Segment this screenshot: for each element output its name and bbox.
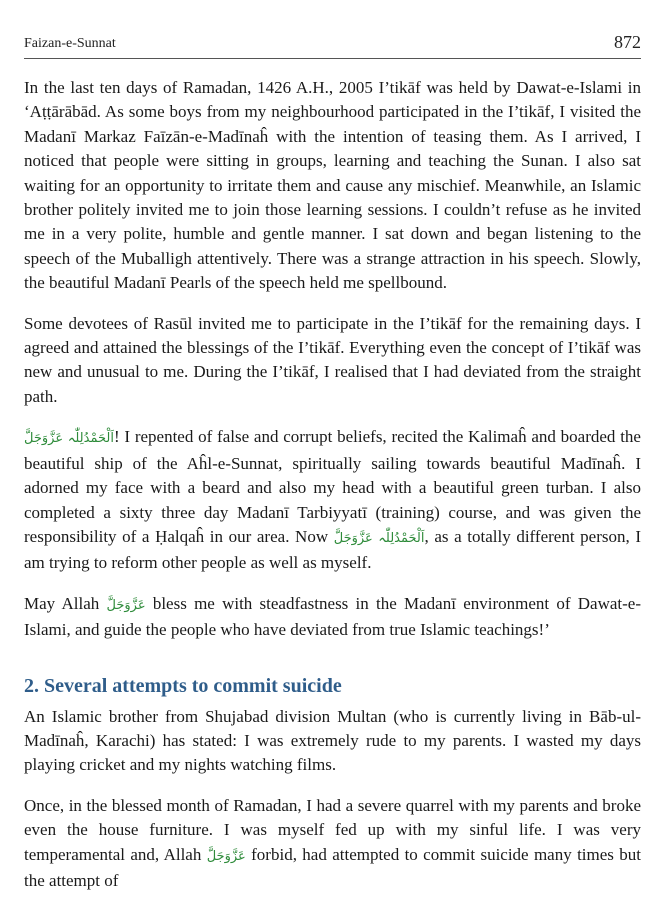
paragraph-1 [24,76,641,296]
paragraph-text: An Islamic brother from Shujabad division Multan (who is currently living in Bāb-ul-Madīnaĥ, Karachi) has stated: I was extremely rude to my parents. I wasted my days playing cricket and my nights watching films. [24,706,641,775]
paragraph-4 [24,592,641,643]
paragraph-text: In the last ten days of Ramadan, 1426 A.H., 2005 I’tikāf was held by Dawat-e-Islami in ‘Aṭṭārābād. As some boys from my neighbourhood participated in the I’tikāf, I visited the Madanī Markaz Faīzān-e-Madīnaĥ with the intention of teasing them. As I arrived, I noticed that people were sitting in groups, learning and teaching the Sunan. I also sat waiting for an opportunity to irritate them and cause any mischief. Meanwhile, an Islamic brother politely invited me to join those learning sessions. I couldn’t refuse as he invited me in a very polite, humble and gentle manner. I sat down and began listening to the speech of the Muballigh attentively. There was a strange attraction in his speech. Slowly, the beautiful Madanī Pearls of the speech held me spellbound. [24,78,641,293]
paragraph-text: May Allah [24,593,107,613]
section-paragraph-2 [24,794,641,894]
paragraph-3 [24,425,641,575]
paragraph-text: forbid, had attempted to commit suicide many times but the attempt of [24,844,641,890]
page-body [24,76,641,909]
arabic-azzawajal: عَزَّوَجَلَّ [206,848,246,864]
paragraph-text: ! I repented of false and corrupt beliefs, recited the Kalimaĥ and boarded the beautiful ship of the Aĥl-e-Sunnat, spiritually sailing towards beautiful Madīnaĥ. I adorned my face with a beard and also my head with a beautiful green turban. I also completed a sixty three day Madanī Tarbiyyatī (training) course, and was given the responsibility of a Ḥalqaĥ in our area. Now [24,427,641,546]
arabic-alhamdulillah: اَلْحَمْدُلِلّٰہ عَزَّوَجَلَّ [24,431,114,447]
book-title: Faizan-e-Sunnat [24,36,116,51]
paragraph-text: bless me with steadfastness in the Madanī environment of Dawat-e-Islami, and guide the people who have deviated from true Islamic teachings!’ [24,593,641,640]
page-header [24,30,641,59]
page-number: 872 [614,32,641,52]
arabic-azzawajal: عَزَّوَجَلَّ [106,597,146,613]
paragraph-text: , as a totally different person, I am trying to reform other people as well as myself. [24,526,641,573]
section-heading: 2. Several attempts to commit suicide [24,674,342,697]
paragraph-2 [24,312,641,410]
paragraph-text: Some devotees of Rasūl invited me to participate in the I’tikāf for the remaining days. I agreed and attained the blessings of the I’tikāf. Everything even the concept of I’tikāf was new and unusual to me. During the I’tikāf, I realised that I had deviated from the straight path. [24,313,641,406]
paragraph-text: Once, in the blessed month of Ramadan, I had a severe quarrel with my parents and broke even the house furniture. I was myself fed up with my sinful life. I was very temperamental and, Allah [24,795,641,864]
section-paragraph-1 [24,705,641,778]
arabic-alhamdulillah: اَلْحَمْدُلِلّٰہ عَزَّوَجَلَّ [333,530,425,546]
